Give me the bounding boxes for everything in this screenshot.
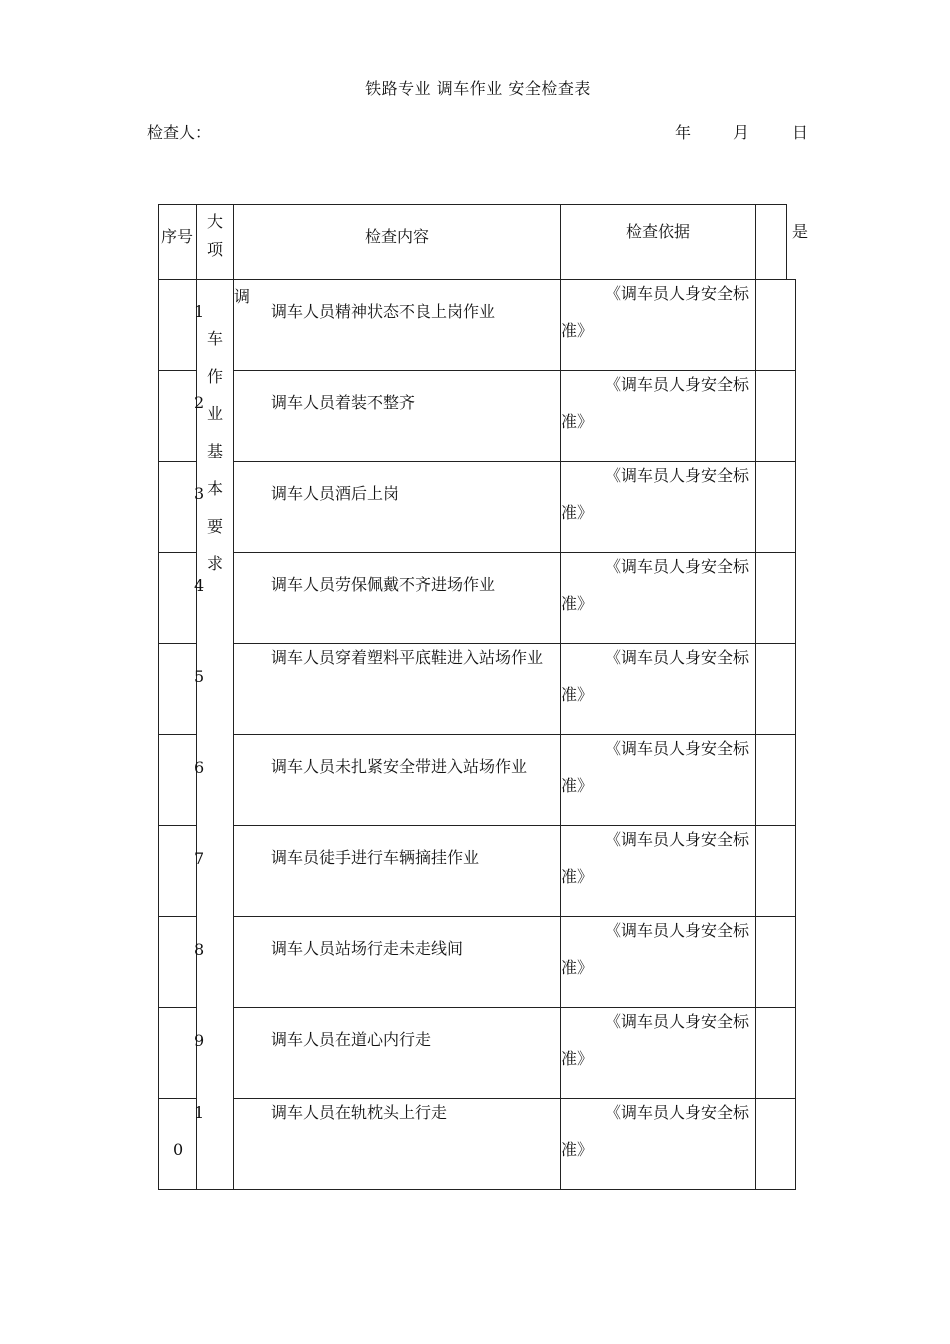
- table-row-border: [158, 552, 197, 553]
- row-number: 1: [194, 302, 205, 321]
- table-row-border: [158, 1007, 197, 1008]
- row-content: 调车人员劳保佩戴不齐进场作业: [271, 575, 496, 594]
- row-number: 9: [194, 1031, 205, 1050]
- table-border-top: [158, 204, 787, 205]
- row-content: 调车人员在轨枕头上行走: [271, 1103, 448, 1122]
- header-basis: 检查依据: [625, 222, 690, 241]
- row-content: 调车人员穿着塑料平底鞋进入站场作业: [271, 648, 544, 667]
- header-seq: 序号: [161, 227, 194, 246]
- table-border-bottom: [158, 1189, 796, 1190]
- row-content: 调车人员在道心内行走: [271, 1030, 432, 1049]
- row-basis: [561, 548, 753, 622]
- category-text: 车作业基本要求: [207, 329, 224, 573]
- row-number-tail: 0: [173, 1140, 184, 1159]
- row-basis-text: 《调车员人身安全标准》: [561, 1012, 750, 1068]
- row-number: 6: [194, 758, 205, 777]
- header-content: 检查内容: [364, 227, 429, 246]
- row-number: 8: [194, 940, 205, 959]
- row-basis: [561, 366, 753, 440]
- category-text-first: 调: [234, 287, 251, 306]
- row-basis: [561, 730, 753, 804]
- row-basis-text: 《调车员人身安全标准》: [561, 375, 750, 431]
- date-day: 日: [792, 123, 809, 142]
- row-basis-text: 《调车员人身安全标准》: [561, 1103, 750, 1159]
- table-border-left: [158, 204, 159, 1190]
- table-row-border: [158, 643, 197, 644]
- row-basis: [561, 275, 753, 349]
- table-row-border: [158, 370, 197, 371]
- row-number: 4: [194, 576, 205, 595]
- row-basis-text: 《调车员人身安全标准》: [561, 557, 750, 613]
- row-basis-text: 《调车员人身安全标准》: [561, 284, 750, 340]
- row-basis-text: 《调车员人身安全标准》: [561, 466, 750, 522]
- row-basis: [561, 912, 753, 986]
- table-row-border: [158, 461, 197, 462]
- row-number: 1: [194, 1103, 205, 1122]
- table-col-border: [755, 204, 756, 1190]
- row-basis: [561, 821, 753, 895]
- header-yes: 是: [792, 222, 809, 241]
- row-number: 2: [194, 393, 205, 412]
- table-row-border: [158, 1098, 197, 1099]
- row-basis: [561, 639, 753, 713]
- row-content: 调车人员未扎紧安全带进入站场作业: [271, 757, 528, 776]
- document-title: 铁路专业 调车作业 安全检查表: [365, 79, 591, 98]
- table-border-right: [786, 204, 787, 280]
- row-basis: [561, 457, 753, 531]
- inspector-label: 检查人：: [147, 123, 212, 142]
- row-basis-text: 《调车员人身安全标准》: [561, 830, 750, 886]
- row-basis-text: 《调车员人身安全标准》: [561, 739, 750, 795]
- table-row-border: [158, 916, 197, 917]
- row-content: 调车人员着装不整齐: [271, 393, 416, 412]
- date-month: 月: [733, 123, 750, 142]
- table-col-border: [233, 204, 234, 1190]
- table-row-border: [158, 825, 197, 826]
- row-basis: [561, 1094, 753, 1168]
- header-category: 大项: [207, 212, 224, 259]
- row-basis-text: 《调车员人身安全标准》: [561, 921, 750, 977]
- row-content: 调车人员站场行走未走线间: [271, 939, 464, 958]
- row-number: 7: [194, 849, 205, 868]
- row-number: 5: [194, 667, 205, 686]
- row-basis-text: 《调车员人身安全标准》: [561, 648, 750, 704]
- table-row-border: [158, 734, 197, 735]
- row-number: 3: [194, 484, 205, 503]
- row-basis: [561, 1003, 753, 1077]
- table-border-right: [795, 279, 796, 1190]
- row-content: 调车人员酒后上岗: [271, 484, 400, 503]
- row-content: 调车员徒手进行车辆摘挂作业: [271, 848, 480, 867]
- row-content: 调车人员精神状态不良上岗作业: [271, 302, 496, 321]
- date-year: 年: [675, 123, 692, 142]
